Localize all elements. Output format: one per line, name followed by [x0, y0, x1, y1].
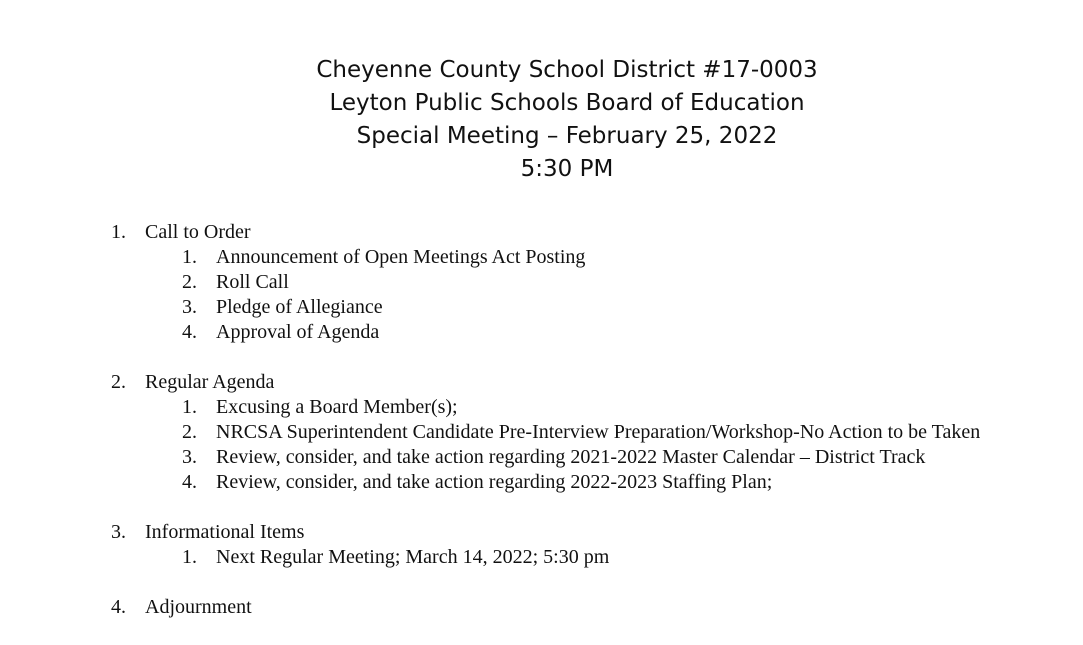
agenda-subitem-text: Roll Call: [216, 271, 289, 293]
agenda-subitem: [0, 545, 1083, 570]
agenda-subitem: [0, 445, 1083, 470]
agenda-subitem: [0, 245, 1083, 270]
agenda-subitem: [0, 270, 1083, 295]
agenda-subitem-number: 1.: [182, 546, 197, 568]
agenda-item: [0, 370, 1083, 395]
agenda-item: [0, 220, 1083, 245]
agenda-item-title: Call to Order: [145, 221, 251, 243]
agenda-subitem-text: Next Regular Meeting; March 14, 2022; 5:30 pm: [216, 546, 610, 568]
agenda-subitem-number: 3.: [182, 446, 197, 468]
agenda-item-number: 2.: [111, 371, 126, 393]
agenda-subitem: [0, 470, 1083, 495]
agenda-subitem-number: 3.: [182, 296, 197, 318]
agenda-subitem-text: NRCSA Superintendent Candidate Pre-Interview Preparation/Workshop-No Action to be Taken: [216, 421, 981, 443]
meeting-time: 5:30 PM: [520, 156, 614, 182]
agenda-subitem-number: 1.: [182, 246, 197, 268]
agenda-subitem-text: Announcement of Open Meetings Act Posting: [216, 246, 586, 268]
agenda-item-number: 4.: [111, 596, 126, 618]
agenda-subitem-text: Pledge of Allegiance: [216, 296, 383, 318]
agenda-subitem-text: Approval of Agenda: [216, 321, 380, 343]
agenda-subitem-number: 2.: [182, 271, 197, 293]
district-title: Cheyenne County School District #17-0003: [316, 57, 818, 83]
agenda-subitem-number: 2.: [182, 421, 197, 443]
agenda-item-title: Informational Items: [145, 521, 305, 543]
agenda-section-call-to-order: [0, 220, 1083, 345]
agenda-item: [0, 520, 1083, 545]
agenda-subitem-number: 4.: [182, 321, 197, 343]
meeting-title: Special Meeting – February 25, 2022: [356, 123, 778, 149]
board-title: Leyton Public Schools Board of Education: [329, 90, 805, 116]
agenda-subitem: [0, 295, 1083, 320]
agenda-section-regular-agenda: [0, 370, 1083, 495]
agenda-section-informational-items: [0, 520, 1083, 570]
agenda-subitem-text: Review, consider, and take action regarding 2022-2023 Staffing Plan;: [216, 471, 773, 493]
agenda-subitem: [0, 420, 1083, 445]
agenda-subitem-number: 1.: [182, 396, 197, 418]
agenda-subitem: [0, 320, 1083, 345]
agenda-list: [0, 220, 1083, 645]
agenda-section-adjournment: [0, 595, 1083, 620]
agenda-item-number: 3.: [111, 521, 126, 543]
agenda-item-number: 1.: [111, 221, 126, 243]
agenda-subitem-text: Review, consider, and take action regarding 2021-2022 Master Calendar – District Track: [216, 446, 926, 468]
agenda-item: [0, 595, 1083, 620]
document-header: [0, 54, 1083, 186]
agenda-item-title: Regular Agenda: [145, 371, 275, 393]
agenda-item-title: Adjournment: [145, 596, 252, 618]
agenda-subitem-number: 4.: [182, 471, 197, 493]
agenda-subitem-text: Excusing a Board Member(s);: [216, 396, 458, 418]
agenda-subitem: [0, 395, 1083, 420]
